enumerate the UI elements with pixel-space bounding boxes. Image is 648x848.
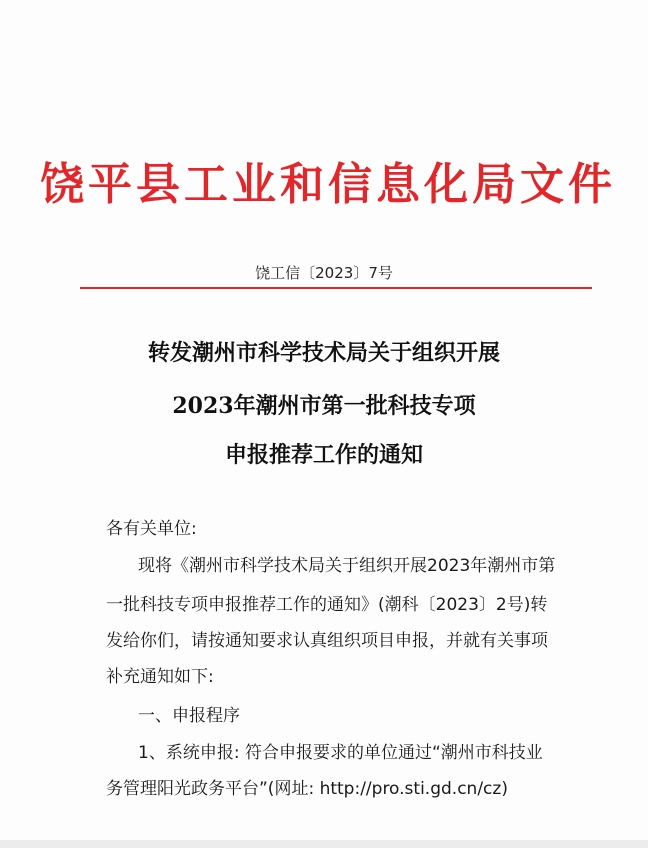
issuer-header-title: 饶平县工业和信息化局文件 <box>40 159 616 210</box>
paragraph-line: 补充通知如下: <box>106 667 214 687</box>
paragraph-line: 现将《潮州市科学技术局关于组织开展2023年潮州市第 <box>138 556 556 576</box>
page-bottom-edge <box>0 840 648 848</box>
notice-title-line-2: 2023年潮州市第一批科技专项 <box>172 393 476 419</box>
document-number: 饶工信〔2023〕7号 <box>255 264 393 282</box>
paragraph-line: 发给你们，请按通知要求认真组织项目申报，并就有关事项 <box>106 631 548 651</box>
salutation: 各有关单位: <box>106 519 197 539</box>
item-line: 1、系统申报: 符合申报要求的单位通过“潮州市科技业 <box>138 743 543 763</box>
section-heading: 一、申报程序 <box>138 706 240 726</box>
notice-title-line-1: 转发潮州市科学技术局关于组织开展 <box>147 340 500 366</box>
item-line: 务管理阳光政务平台”(网址: http://pro.sti.gd.cn/cz) <box>106 779 508 799</box>
paragraph-line: 一批科技专项申报推荐工作的通知》(潮科〔2023〕2号)转 <box>106 595 548 615</box>
red-divider-line <box>80 287 592 289</box>
notice-title-line-3: 申报推荐工作的通知 <box>224 442 423 468</box>
